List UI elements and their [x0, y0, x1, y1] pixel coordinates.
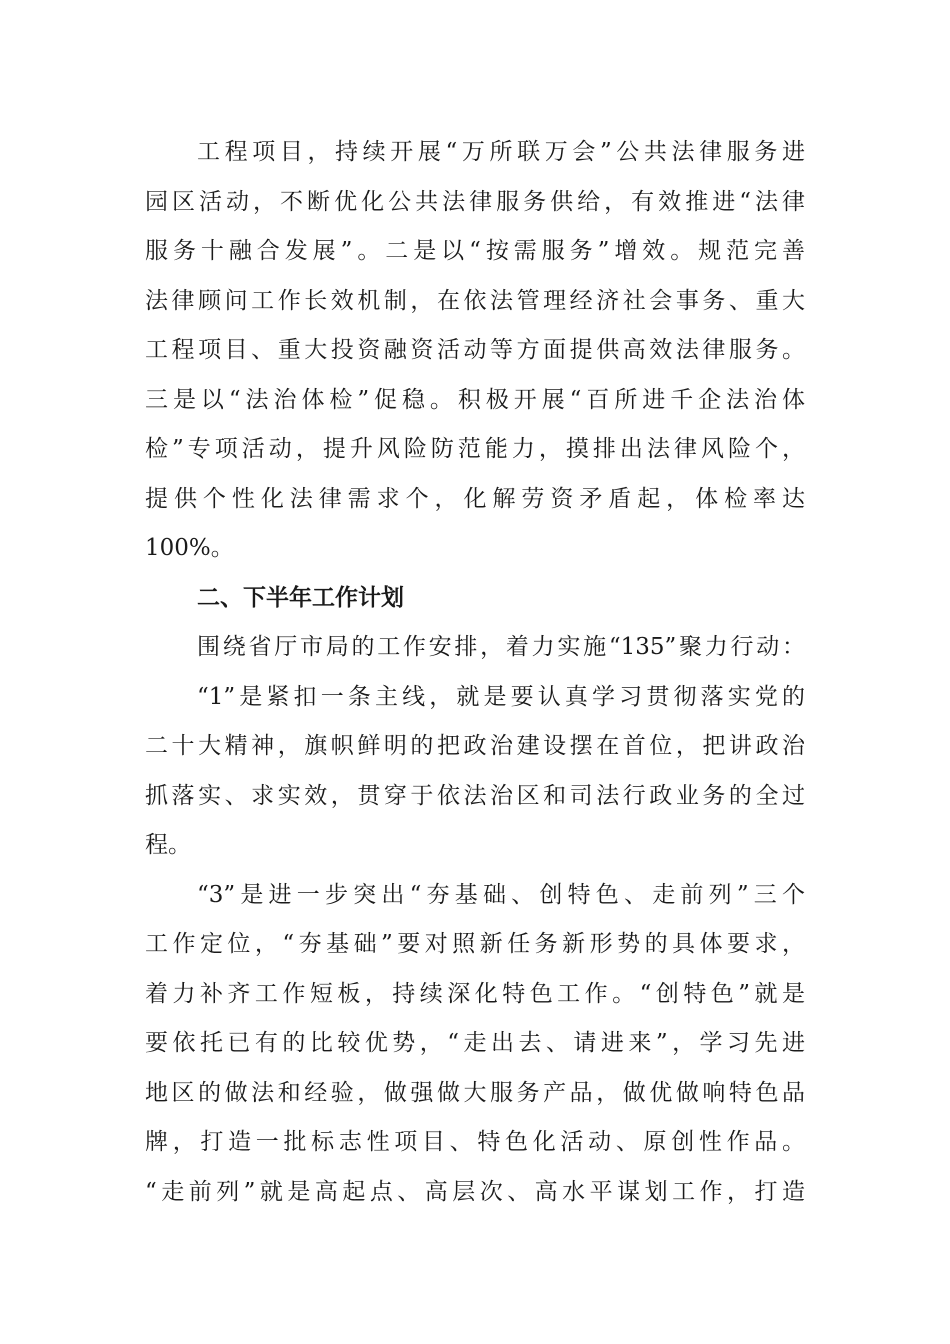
paragraph-line: 服务十融合发展”。二是以“按需服务”增效。规范完善 [145, 238, 805, 264]
paragraph-line: 围绕省厅市局的工作安排，着力实施“135”聚力行动： [197, 634, 805, 660]
paragraph-line: 三是以“法治体检”促稳。积极开展“百所进千企法治体 [145, 386, 805, 413]
paragraph-line: 提供个性化法律需求个，化解劳资矛盾起，体检率达 [145, 485, 805, 512]
paragraph-line: “走前列”就是高起点、高层次、高水平谋划工作，打造 [145, 1178, 805, 1205]
paragraph-line: 二十大精神，旗帜鲜明的把政治建设摆在首位，把讲政治 [145, 733, 805, 759]
paragraph-line: 抓落实、求实效，贯穿于依法治区和司法行政业务的全过 [145, 782, 805, 809]
paragraph-line: 工作定位，“夯基础”要对照新任务新形势的具体要求， [145, 931, 805, 957]
section-heading: 二、下半年工作计划 [197, 584, 404, 611]
paragraph-line: 检”专项活动，提升风险防范能力，摸排出法律风险个， [145, 436, 805, 462]
paragraph-line: “1”是紧扣一条主线，就是要认真学习贯彻落实党的 [197, 683, 805, 710]
paragraph-line: 牌，打造一批标志性项目、特色化活动、原创性作品。 [145, 1129, 805, 1155]
paragraph-line: “3”是进一步突出“夯基础、创特色、走前列”三个 [197, 881, 805, 908]
paragraph-line: 工程项目、重大投资融资活动等方面提供高效法律服务。 [145, 337, 805, 363]
paragraph-line: 地区的做法和经验，做强做大服务产品，做优做响特色品 [145, 1079, 805, 1106]
paragraph-line: 要依托已有的比较优势，“走出去、请进来”，学习先进 [145, 1030, 805, 1056]
paragraph-line: 工程项目，持续开展“万所联万会”公共法律服务进 [197, 139, 805, 165]
paragraph-line: 100%。 [145, 535, 234, 561]
document-body [145, 128, 805, 1217]
paragraph-line: 法律顾问工作长效机制，在依法管理经济社会事务、重大 [145, 287, 805, 314]
paragraph-line: 着力补齐工作短板，持续深化特色工作。“创特色”就是 [145, 980, 805, 1007]
paragraph-line: 程。 [145, 832, 191, 858]
paragraph-line: 园区活动，不断优化公共法律服务供给，有效推进“法律 [145, 188, 805, 215]
